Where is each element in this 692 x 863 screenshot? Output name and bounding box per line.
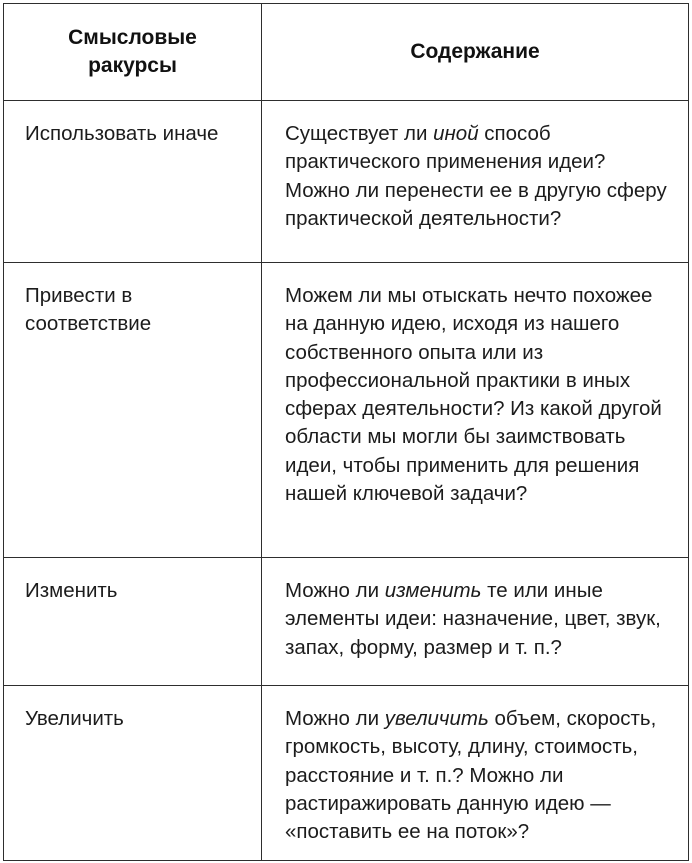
table-row <box>4 101 689 263</box>
content-italic-segment: изменить <box>384 579 482 602</box>
content-text-segment: Можем ли мы отыскать нечто похожее на данную идею, исходя из нашего собственного опыта или из профессиональной практики в иных сферах деятельности? Из какой другой области мы могли бы заимствовать идеи, чтобы применить для решения нашей ключевой задачи? <box>285 284 662 505</box>
column-header-content: Содержание <box>262 4 689 101</box>
angle-cell: Изменить <box>4 558 262 686</box>
content-cell <box>262 686 689 861</box>
content-cell <box>262 101 689 263</box>
content-text-segment: те или иные элементы идеи: назначение, цвет, звук, запах, форму, размер и т. п.? <box>285 579 661 659</box>
angle-cell: Привести в соответствие <box>4 263 262 558</box>
table-header <box>4 4 689 101</box>
content-cell <box>262 558 689 686</box>
table-body <box>4 101 689 861</box>
content-italic-segment: иной <box>433 122 479 145</box>
header-row <box>4 4 689 101</box>
content-text-segment: объем, скорость, громкость, высоту, длину, стоимость, расстояние и т. п.? Можно ли растиражировать данную идею — «поставить ее на поток»? <box>285 707 657 844</box>
table-row <box>4 558 689 686</box>
semantic-angles-table <box>3 3 689 861</box>
table-row <box>4 686 689 861</box>
content-text-segment: способ практического применения идеи? Можно ли перенести ее в другую сферу практической деятельности? <box>285 122 667 230</box>
angle-cell: Использовать иначе <box>4 101 262 263</box>
content-text-segment: Можно ли <box>285 707 385 730</box>
column-header-angles: Смысловые ракурсы <box>4 4 262 101</box>
content-text-segment: Можно ли <box>285 579 385 602</box>
content-italic-segment: увеличить <box>384 707 489 730</box>
angle-cell: Увеличить <box>4 686 262 861</box>
content-cell <box>262 263 689 558</box>
content-text-segment: Существует ли <box>285 122 434 145</box>
table-row <box>4 263 689 558</box>
